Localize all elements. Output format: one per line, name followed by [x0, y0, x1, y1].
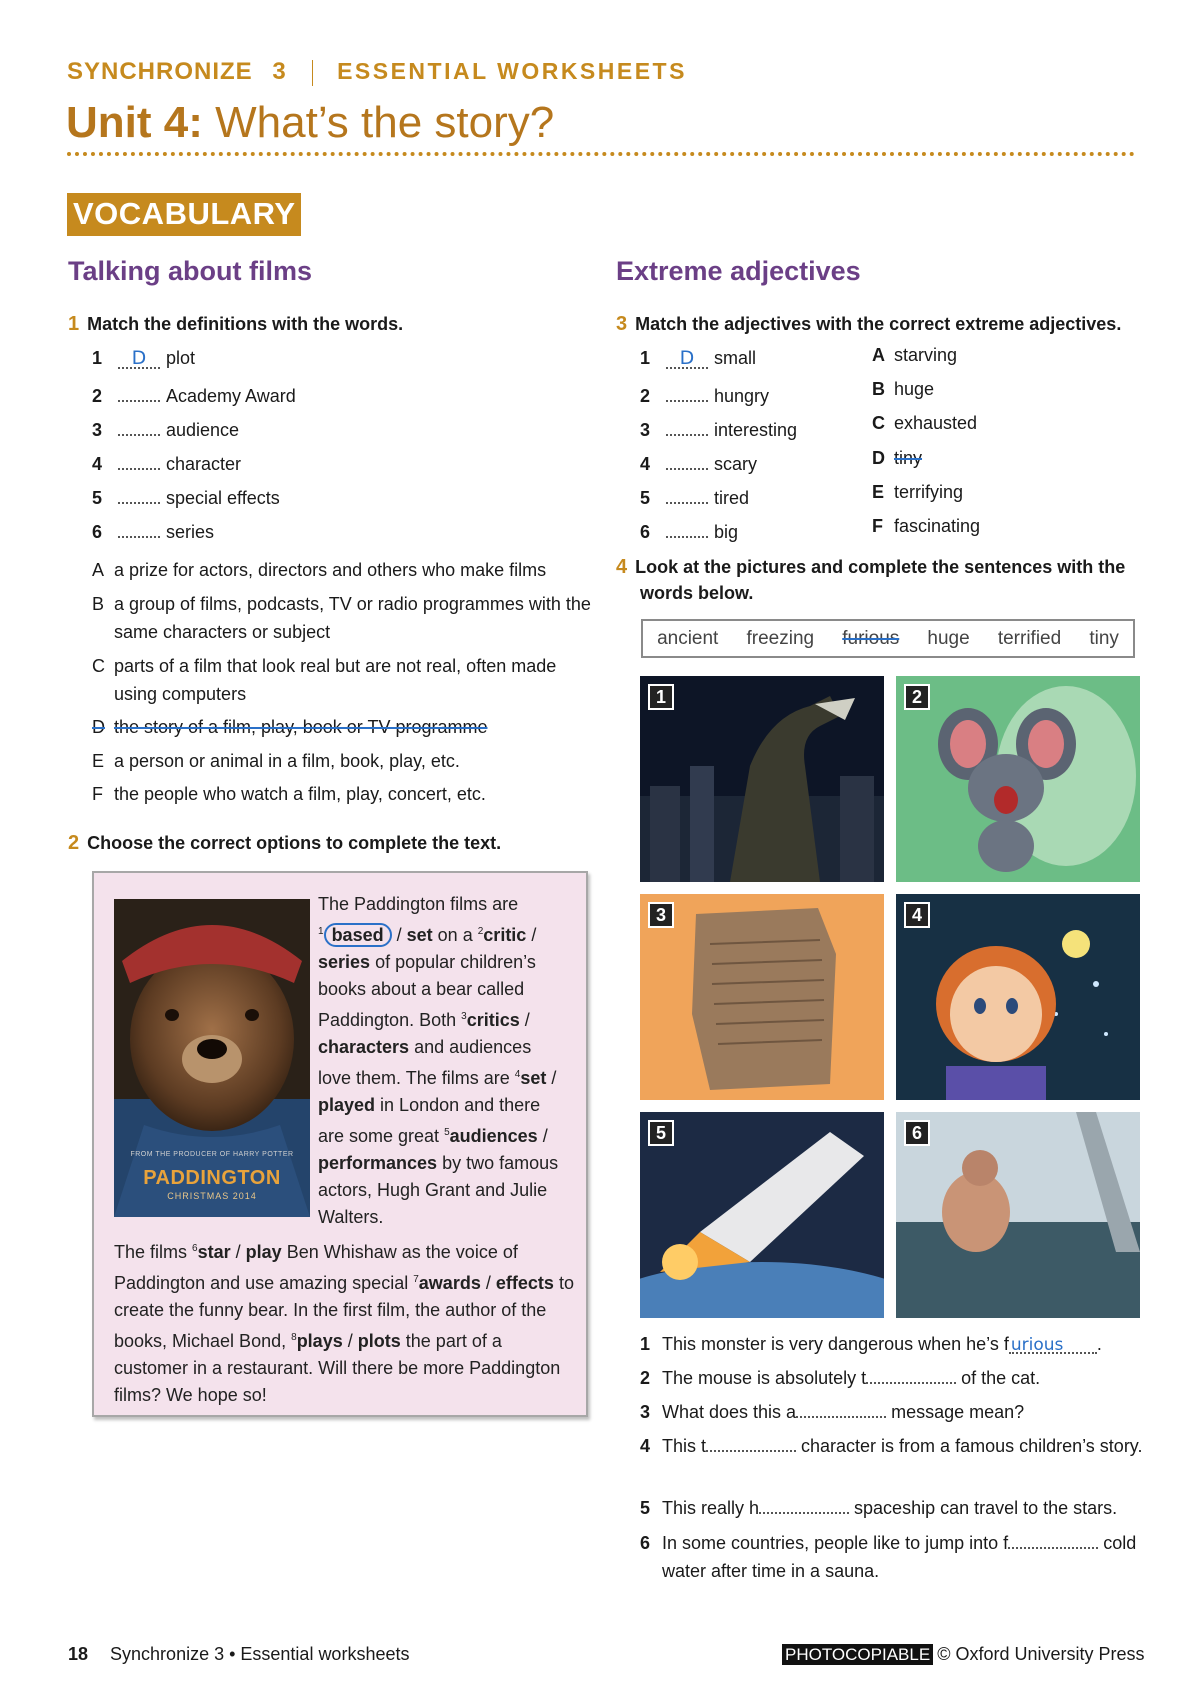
option-letter: E	[872, 482, 885, 502]
sentence-text: This really h	[662, 1498, 760, 1518]
match-item	[640, 382, 769, 407]
definition-text: the story of a film, play, book or TV programme	[114, 717, 488, 737]
level-number: 3	[272, 58, 287, 85]
sentence-item	[640, 1494, 1150, 1522]
sentence-text: .	[1096, 1334, 1102, 1354]
definition-letter: D	[92, 717, 105, 737]
sentence-item	[640, 1529, 1150, 1585]
option-text: exhausted	[894, 413, 978, 433]
title-divider	[67, 152, 1135, 156]
gap-number: 3	[461, 1011, 467, 1022]
brand-logo: SYNCHRONIZE	[67, 58, 253, 85]
option-slash: /	[531, 925, 537, 945]
sentence-item	[640, 1330, 1150, 1358]
sentence-number: 3	[640, 1402, 651, 1422]
text-run: to create the funny bear. In the first film, the author of the books, Michael Bond,	[114, 1273, 574, 1351]
sentence-text: of the cat.	[956, 1368, 1041, 1388]
definition-text: a person or animal in a film, book, play, etc.	[114, 751, 460, 771]
answer-blank[interactable]: D	[118, 349, 160, 369]
gap-number: 6	[192, 1243, 198, 1254]
option-letter: A	[872, 345, 885, 365]
item-number: 4	[640, 454, 651, 474]
match-item	[92, 416, 239, 441]
option-circled[interactable]: based	[324, 923, 392, 947]
sentence-item	[640, 1432, 1150, 1460]
text-run: in London and there are some great	[318, 1095, 541, 1146]
reading-text-box	[92, 871, 588, 1417]
match-item	[640, 450, 757, 475]
option-slash: /	[485, 1273, 491, 1293]
sentence-item	[640, 1398, 1150, 1426]
exercise-instruction: Match the definitions with the words.	[87, 314, 404, 334]
item-number: 3	[92, 420, 103, 440]
option[interactable]: audiences	[449, 1126, 538, 1146]
text-run: and audiences love them. The films are	[318, 1037, 532, 1088]
text-run: the part of a customer in a restaurant. Will there be more Paddington films? We hope so!	[114, 1331, 561, 1405]
item-word: scary	[714, 454, 758, 474]
word-bank-item: ancient	[657, 627, 719, 649]
series-name: ESSENTIAL WORKSHEETS	[337, 58, 687, 84]
reading-paragraph-1	[318, 891, 568, 1231]
sentence-number: 5	[640, 1498, 651, 1518]
option-letter: D	[872, 448, 885, 468]
gap-number: 7	[413, 1274, 419, 1285]
match-item	[640, 518, 738, 543]
item-word: interesting	[714, 420, 798, 440]
option-letter: F	[872, 516, 883, 536]
match-item	[92, 484, 280, 509]
answer-blank[interactable]	[666, 484, 708, 504]
answer-blank[interactable]	[1008, 1531, 1098, 1549]
picture-number: 3	[648, 902, 674, 928]
option-text: huge	[894, 379, 935, 399]
sentence-text: spaceship can travel to the stars.	[849, 1498, 1118, 1518]
answer-blank[interactable]	[866, 1366, 956, 1384]
sentence-text: In some countries, people like to jump into f	[662, 1533, 1009, 1553]
definition-letter: A	[92, 560, 105, 580]
sentence-number: 6	[640, 1533, 651, 1553]
option[interactable]: plots	[357, 1331, 401, 1351]
definition-text: a prize for actors, directors and others who make films	[114, 560, 547, 580]
item-number: 6	[640, 522, 651, 542]
item-number: 2	[92, 386, 103, 406]
definition-item-used	[92, 713, 592, 741]
text-run: of popular children’s books about a bear called Paddington. Both	[318, 952, 536, 1030]
option[interactable]: plays	[296, 1331, 343, 1351]
answer-blank[interactable]	[759, 1496, 849, 1514]
footer-right	[782, 1644, 1145, 1665]
sentence-text: character is from a famous children’s story.	[796, 1436, 1143, 1456]
answer-blank[interactable]: urious	[1009, 1336, 1097, 1354]
gap-number: 4	[514, 1069, 521, 1080]
option[interactable]: characters	[318, 1037, 410, 1057]
definition-text: parts of a film that look real but are not real, often made using computers	[114, 656, 557, 704]
picture-tablet	[640, 894, 884, 1100]
definition-item	[92, 747, 592, 775]
answer-blank[interactable]	[706, 1434, 796, 1452]
extreme-adjective-option	[872, 482, 963, 503]
exercise-4-instruction-cont: words below.	[640, 583, 754, 603]
match-item	[640, 484, 749, 509]
page-title	[66, 98, 554, 148]
exercise-instruction: Look at the pictures and complete the sentences with the	[635, 557, 1126, 577]
sentence-number: 1	[640, 1334, 651, 1354]
definition-text: a group of films, podcasts, TV or radio programmes with the same characters or subject	[114, 594, 591, 642]
word-bank-item: terrified	[997, 627, 1062, 649]
picture-spaceship	[640, 1112, 884, 1318]
option-text: starving	[894, 345, 958, 365]
picture-number: 5	[648, 1120, 674, 1146]
extreme-adjective-option-used	[872, 448, 922, 469]
option[interactable]: set	[520, 1068, 547, 1088]
option[interactable]: critic	[483, 925, 527, 945]
extreme-adjective-option	[872, 379, 934, 400]
definition-letter: F	[92, 784, 103, 804]
answer-blank[interactable]: D	[666, 349, 708, 369]
option[interactable]: awards	[418, 1273, 481, 1293]
match-item	[640, 416, 797, 441]
option-slash: /	[551, 1068, 557, 1088]
answer-blank[interactable]	[796, 1400, 886, 1418]
option-letter: B	[872, 379, 885, 399]
option-slash: /	[524, 1010, 530, 1030]
match-item	[640, 348, 756, 369]
gap-number: 5	[444, 1127, 450, 1138]
poster-tagline: FROM THE PRODUCER OF HARRY POTTER	[130, 1151, 294, 1158]
picture-fairy	[896, 894, 1140, 1100]
answer-blank[interactable]	[666, 416, 708, 436]
word-bank-item: huge	[927, 627, 970, 649]
definition-item	[92, 556, 592, 584]
answer-blank[interactable]	[666, 382, 708, 402]
picture-number: 4	[904, 902, 930, 928]
exercise-number: 3	[616, 313, 628, 335]
definition-item	[92, 652, 592, 708]
word-bank-item: tiny	[1089, 627, 1119, 649]
icy-water-image	[896, 1112, 1140, 1318]
option-slash: /	[396, 925, 402, 945]
item-word: plot	[166, 348, 196, 368]
definition-item	[92, 780, 592, 808]
extreme-adjective-option	[872, 516, 980, 537]
item-word: audience	[166, 420, 240, 440]
sentence-text: cold water after time in a sauna.	[662, 1533, 1137, 1581]
answer-blank[interactable]	[118, 518, 160, 538]
answer-blank[interactable]	[118, 416, 160, 436]
exercise-number: 4	[616, 556, 628, 578]
picture-monster	[640, 676, 884, 882]
option[interactable]: series	[318, 952, 371, 972]
exercise-number: 2	[68, 832, 80, 854]
option[interactable]: play	[245, 1242, 282, 1262]
word-bank-item: freezing	[746, 627, 815, 649]
word-bank-item-used: furious	[842, 627, 900, 649]
word-bank	[641, 619, 1135, 658]
option-text: fascinating	[894, 516, 981, 536]
item-number: 1	[92, 348, 103, 368]
item-number: 5	[92, 488, 103, 508]
definition-letter: C	[92, 656, 105, 676]
exercise-4-heading	[616, 556, 1125, 579]
gap-number: 2	[477, 926, 484, 937]
answer-blank[interactable]	[666, 518, 708, 538]
answer-blank[interactable]	[118, 450, 160, 470]
option-letter: C	[872, 413, 885, 433]
item-number: 2	[640, 386, 651, 406]
exercise-instruction: Choose the correct options to complete the text.	[87, 833, 502, 853]
monster-image	[640, 676, 884, 882]
exercise-number: 1	[68, 313, 80, 335]
definition-letter: E	[92, 751, 105, 771]
book-name: Synchronize 3 • Essential worksheets	[110, 1644, 410, 1664]
unit-name: What’s the story?	[215, 98, 555, 147]
sentence-number: 2	[640, 1368, 651, 1388]
option[interactable]: performances	[318, 1153, 438, 1173]
match-item	[92, 348, 195, 369]
right-section-heading: Extreme adjectives	[616, 256, 861, 286]
answer-blank[interactable]	[118, 484, 160, 504]
match-item	[92, 518, 214, 543]
exercise-2-heading	[68, 832, 501, 855]
item-number: 3	[640, 420, 651, 440]
series-header	[67, 58, 687, 86]
item-word: special effects	[166, 488, 280, 508]
poster-title: PADDINGTON	[143, 1167, 281, 1189]
definition-letter: B	[92, 594, 105, 614]
sentence-item	[640, 1364, 1150, 1392]
option[interactable]: played	[318, 1095, 376, 1115]
picture-mouse	[896, 676, 1140, 882]
fairy-tale-image	[896, 894, 1140, 1100]
picture-number: 2	[904, 684, 930, 710]
sentence-text: This t	[662, 1436, 707, 1456]
picture-ice-swim	[896, 1112, 1140, 1318]
exercise-instruction: Match the adjectives with the correct extreme adjectives.	[635, 314, 1122, 334]
footer-left	[68, 1644, 409, 1665]
match-item	[92, 382, 296, 407]
option[interactable]: star	[197, 1242, 231, 1262]
item-word: tired	[714, 488, 750, 508]
sentence-text: message mean?	[886, 1402, 1025, 1422]
unit-label: Unit 4:	[66, 98, 203, 147]
item-word: small	[714, 348, 757, 368]
photocopiable-badge: PHOTOCOPIABLE	[782, 1644, 933, 1665]
option-slash: /	[347, 1331, 353, 1351]
sentence-text: What does this a	[662, 1402, 797, 1422]
option[interactable]: critics	[466, 1010, 520, 1030]
gap-number: 1	[318, 926, 324, 937]
option[interactable]: set	[406, 925, 433, 945]
mouse-image	[896, 676, 1140, 882]
item-number: 1	[640, 348, 651, 368]
page-number: 18	[68, 1644, 89, 1664]
item-word: Academy Award	[166, 386, 296, 406]
extreme-adjective-option	[872, 413, 977, 434]
option-text: tiny	[894, 448, 923, 468]
item-word: big	[714, 522, 739, 542]
section-banner: VOCABULARY	[67, 193, 301, 236]
copyright: © Oxford University Press	[937, 1644, 1145, 1664]
exercise-1-heading	[68, 313, 403, 336]
option-slash: /	[235, 1242, 241, 1262]
reading-paragraph-2	[114, 1235, 574, 1409]
item-number: 6	[92, 522, 103, 542]
ancient-tablet-image	[640, 894, 884, 1100]
item-number: 5	[640, 488, 651, 508]
picture-number: 1	[648, 684, 674, 710]
match-item	[92, 450, 241, 475]
exercise-3-heading	[616, 313, 1121, 336]
definition-item	[92, 590, 592, 646]
item-word: character	[166, 454, 242, 474]
sentence-number: 4	[640, 1436, 651, 1456]
text-run: Ben Whishaw as the voice of Paddington and use amazing special	[114, 1242, 518, 1293]
option[interactable]: effects	[495, 1273, 554, 1293]
header-divider	[312, 60, 313, 86]
item-word: hungry	[714, 386, 770, 406]
sentence-text: This monster is very dangerous when he’s f	[662, 1334, 1009, 1354]
option-text: terrifying	[894, 482, 964, 502]
sentence-text: The mouse is absolutely t	[662, 1368, 867, 1388]
answer-blank[interactable]	[666, 450, 708, 470]
text-run: by two famous actors, Hugh Grant and Julie Walters.	[318, 1153, 559, 1227]
item-word: series	[166, 522, 215, 542]
poster-date: CHRISTMAS 2014	[167, 1191, 257, 1201]
left-section-heading: Talking about films	[68, 256, 313, 286]
picture-number: 6	[904, 1120, 930, 1146]
spaceship-image	[640, 1112, 884, 1318]
definition-text: the people who watch a film, play, concert, etc.	[114, 784, 486, 804]
text-run: The Paddington films are	[318, 894, 519, 914]
gap-number: 8	[291, 1332, 297, 1343]
option-slash: /	[542, 1126, 548, 1146]
answer-blank[interactable]	[118, 382, 160, 402]
item-number: 4	[92, 454, 103, 474]
text-run: The films	[114, 1242, 188, 1262]
extreme-adjective-option	[872, 345, 957, 366]
paddington-poster	[114, 899, 310, 1217]
text-run: on a	[437, 925, 473, 945]
